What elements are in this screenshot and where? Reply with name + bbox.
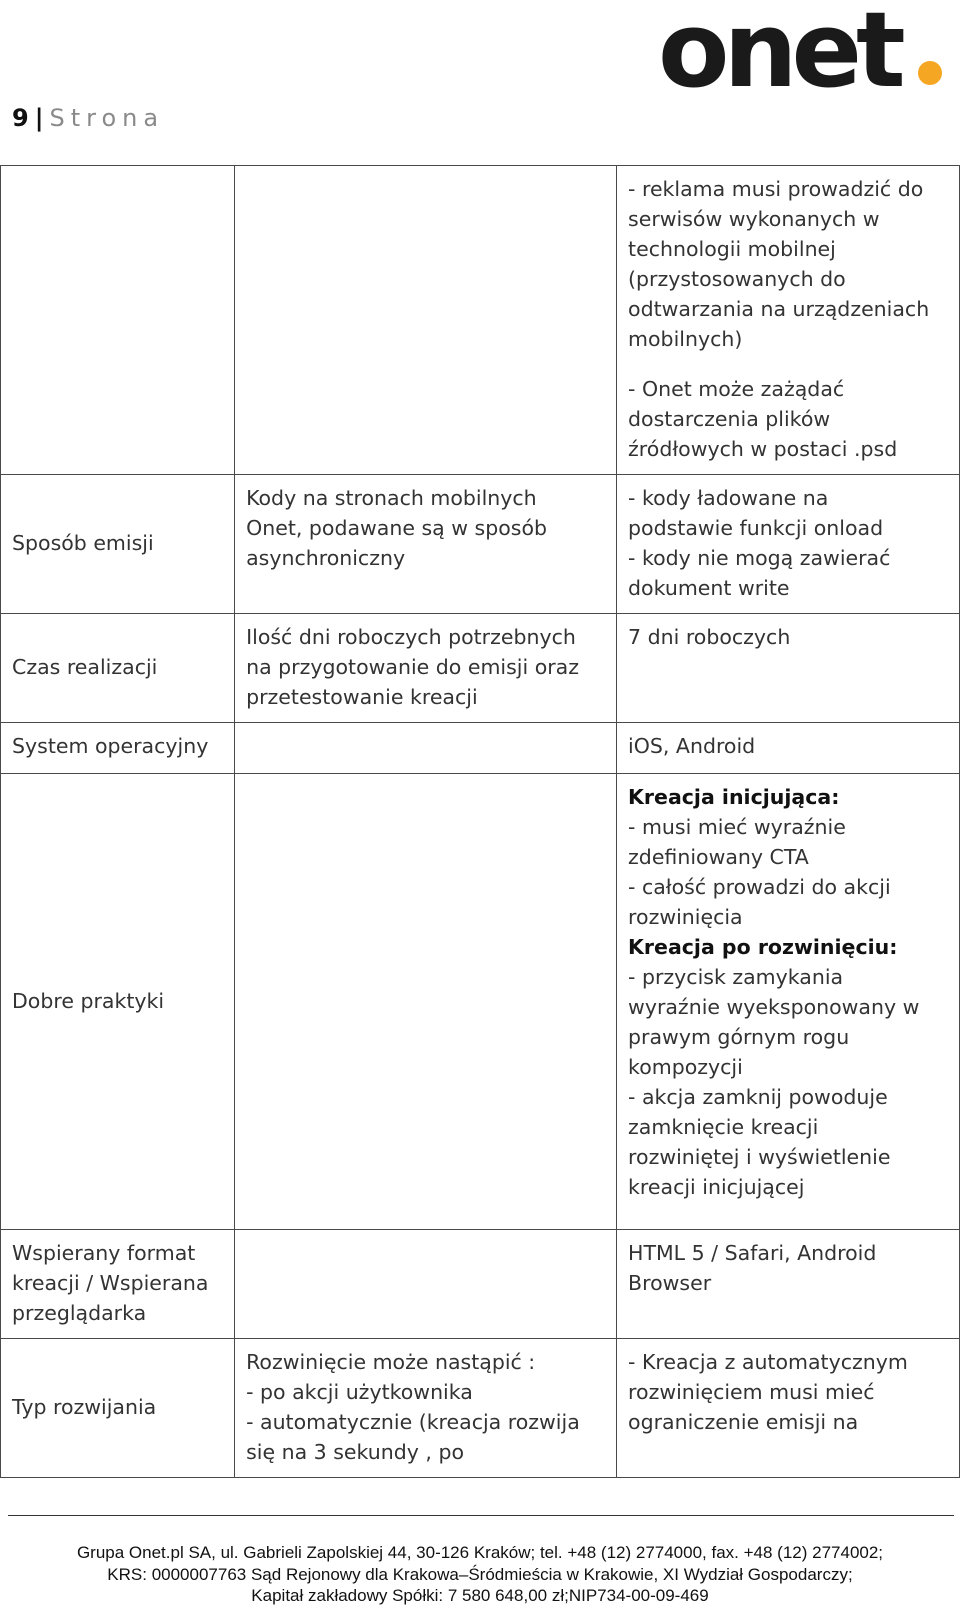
text-line: podstawie funkcji onload — [628, 516, 884, 540]
footer-divider — [8, 1515, 954, 1516]
footer-line-registry: KRS: 0000007763 Sąd Rejonowy dla Krakowa–Śródmieścia w Krakowie, XI Wydział Gospodarczy; — [107, 1564, 853, 1584]
row-detail — [617, 1230, 960, 1339]
text-line: Rozwinięcie może nastąpić : — [246, 1350, 536, 1374]
text-line: Wspierany format — [12, 1241, 196, 1265]
page-number-header — [12, 104, 164, 132]
row-label — [1, 1230, 235, 1339]
text-line: Ilość dni roboczych potrzebnych — [246, 625, 576, 649]
text-line: zdefiniowany CTA — [628, 845, 809, 869]
footer-line-capital: Kapitał zakładowy Spółki: 7 580 648,00 zł;NIP734-00-09-469 — [251, 1586, 709, 1605]
text-line: iOS, Android — [628, 734, 756, 758]
svg-text:onet: onet — [658, 0, 900, 98]
table-row — [1, 774, 960, 1230]
text-line: serwisów wykonanych w — [628, 207, 880, 231]
text-line: rozwinięciem musi mieć — [628, 1380, 875, 1404]
text-line: HTML 5 / Safari, Android — [628, 1241, 877, 1265]
text-line: kreacji inicjującej — [628, 1175, 805, 1199]
page-word: Strona — [49, 104, 165, 132]
text-line: dostarczenia plików — [628, 407, 831, 431]
text-line: - po akcji użytkownika — [246, 1380, 473, 1404]
text-line: 7 dni roboczych — [628, 625, 791, 649]
text-line: - musi mieć wyraźnie — [628, 815, 846, 839]
text-line: przetestowanie kreacji — [246, 685, 478, 709]
text-line: źródłowych w postaci .psd — [628, 437, 898, 461]
text-line: mobilnych) — [628, 327, 743, 351]
row-description — [235, 1230, 617, 1339]
row-label — [1, 166, 235, 475]
text-line: - Onet może zażądać — [628, 377, 845, 401]
row-detail — [617, 614, 960, 723]
table-row — [1, 723, 960, 774]
text-line: kompozycji — [628, 1055, 743, 1079]
text-line: - akcja zamknij powoduje — [628, 1085, 888, 1109]
table-row — [1, 166, 960, 475]
text-line: - kody ładowane na — [628, 486, 829, 510]
text-line: odtwarzania na urządzeniach — [628, 297, 930, 321]
text-line: ograniczenie emisji na — [628, 1410, 859, 1434]
row-detail — [617, 1339, 960, 1478]
text-line: przeglądarka — [12, 1301, 147, 1325]
company-footer — [0, 1542, 960, 1607]
text-line: Onet, podawane są w sposób — [246, 516, 547, 540]
row-description — [235, 475, 617, 614]
row-label: Dobre praktyki — [1, 774, 235, 1230]
row-detail — [617, 774, 960, 1230]
text-line: technologii mobilnej — [628, 237, 836, 261]
text-line: Browser — [628, 1271, 712, 1295]
text-line: - całość prowadzi do akcji — [628, 875, 891, 899]
page-number: 9 — [12, 104, 29, 132]
row-detail — [617, 166, 960, 475]
table-row — [1, 1230, 960, 1339]
row-label: Czas realizacji — [1, 614, 235, 723]
table-row — [1, 475, 960, 614]
row-label: System operacyjny — [1, 723, 235, 774]
text-line: - kody nie mogą zawierać — [628, 546, 891, 570]
text-line: dokument write — [628, 576, 790, 600]
specification-table — [0, 165, 960, 1478]
onet-logo — [658, 0, 948, 98]
detail-paragraph — [628, 374, 949, 464]
row-label: Sposób emisji — [1, 475, 235, 614]
text-line: asynchroniczny — [246, 546, 406, 570]
row-label: Typ rozwijania — [1, 1339, 235, 1478]
text-line: zamknięcie kreacji — [628, 1115, 819, 1139]
row-description — [235, 774, 617, 1230]
text-line: prawym górnym rogu — [628, 1025, 850, 1049]
row-detail — [617, 723, 960, 774]
detail-heading: Kreacja inicjująca: — [628, 785, 840, 809]
logo-orange-dot — [918, 61, 942, 85]
text-line: - Kreacja z automatycznym — [628, 1350, 908, 1374]
header-separator: | — [34, 104, 44, 132]
text-line: - reklama musi prowadzić do — [628, 177, 924, 201]
row-description — [235, 614, 617, 723]
text-line: na przygotowanie do emisji oraz — [246, 655, 580, 679]
text-line: rozwinięcia — [628, 905, 743, 929]
text-line: wyraźnie wyeksponowany w — [628, 995, 920, 1019]
text-line: - automatycznie (kreacja rozwija — [246, 1410, 580, 1434]
text-line: kreacji / Wspierana — [12, 1271, 209, 1295]
text-line: (przystosowanych do — [628, 267, 846, 291]
table-row — [1, 1339, 960, 1478]
row-description — [235, 1339, 617, 1478]
detail-paragraph — [628, 174, 949, 354]
text-line: Kody na stronach mobilnych — [246, 486, 537, 510]
text-line: - przycisk zamykania — [628, 965, 844, 989]
detail-heading: Kreacja po rozwinięciu: — [628, 935, 898, 959]
row-description — [235, 723, 617, 774]
text-line: rozwiniętej i wyświetlenie — [628, 1145, 891, 1169]
footer-line-address: Grupa Onet.pl SA, ul. Gabrieli Zapolskiej 44, 30-126 Kraków; tel. +48 (12) 2774000, fax. +48 (12) 2774002; — [76, 1543, 884, 1562]
row-detail — [617, 475, 960, 614]
text-line: się na 3 sekundy , po — [246, 1440, 464, 1464]
row-description — [235, 166, 617, 475]
table-row — [1, 614, 960, 723]
